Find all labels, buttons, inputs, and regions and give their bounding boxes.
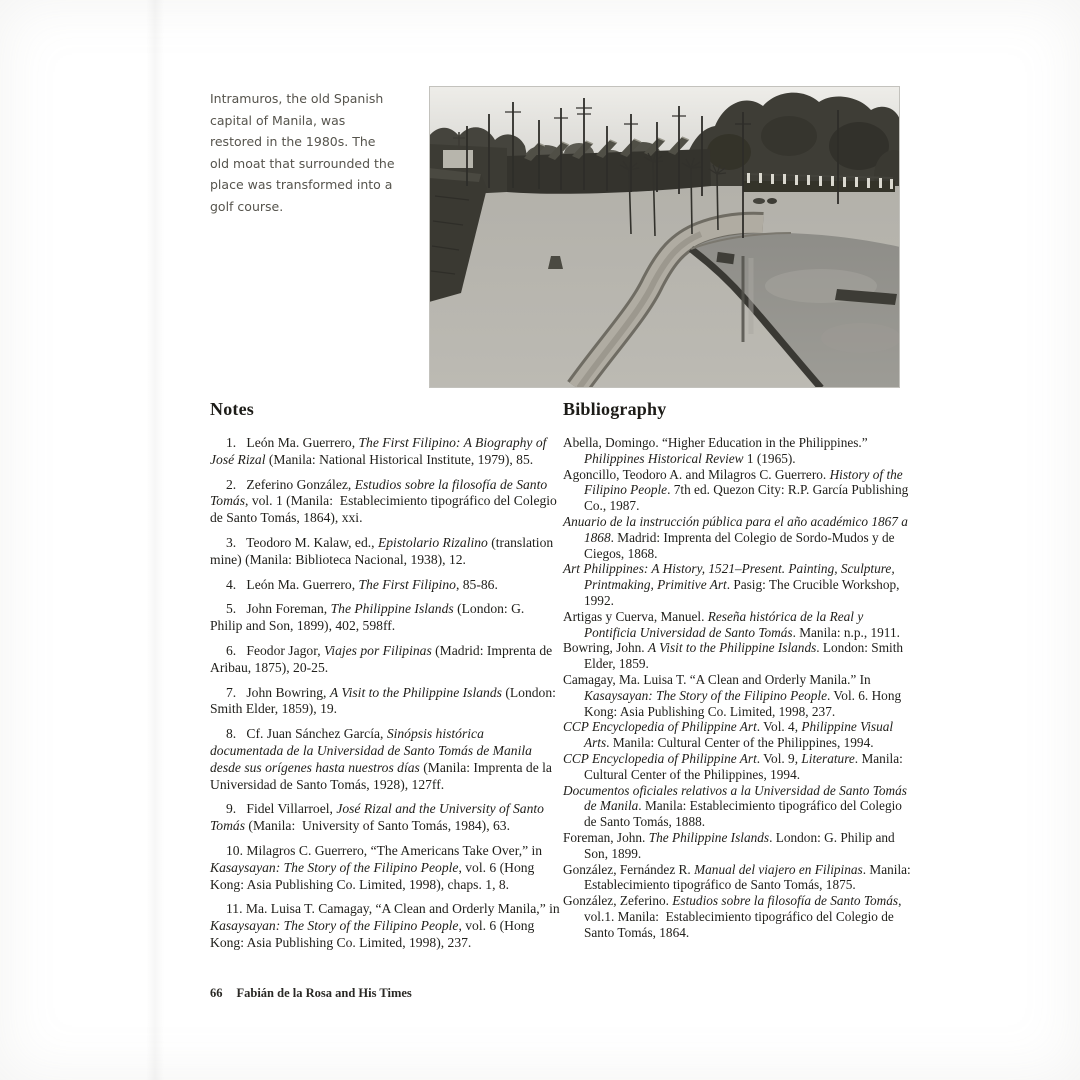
bibliography-item: CCP Encyclopedia of Philippine Art. Vol. 4, Philippine Visual Arts. Manila: Cultural Center of the Philippines, 1994. [563, 719, 897, 751]
notes-section [210, 399, 564, 960]
photo-figures [753, 198, 765, 204]
note-item: 6. Feodor Jagor, Viajes por Filipinas (Madrid: Imprenta de Aribau, 1875), 20-25. [210, 642, 555, 675]
bibliography-item: González, Zeferino. Estudios sobre la filosofía de Santo Tomás, vol.1. Manila: Establecimiento tipográfico del Colegio de Santo Tomás, 1864. [563, 893, 905, 940]
note-item: 8. Cf. Juan Sánchez García, Sinópsis histórica documentada de la Universidad de Santo Tomás de Manila desde sus orígenes hasta nuestros días (Manila: Imprenta de la Universidad de Santo Tomás, 1928), 127ff. [210, 726, 556, 792]
bibliography-item: González, Fernández R. Manual del viajero en Filipinas. Manila: Establecimiento tipográfico de Santo Tomás, 1875. [563, 861, 915, 893]
bibliography-item: Documentos oficiales relativos a la Universidad de Santo Tomás de Manila. Manila: Establecimiento tipográfico del Colegio de Santo Tomás, 1888. [563, 782, 911, 830]
note-item: 3. Teodoro M. Kalaw, ed., Epistolario Rizalino (translation mine) (Manila: Biblioteca Nacional, 1938), 12. [210, 534, 557, 567]
note-item: 5. John Foreman, The Philippine Islands (London: G. Philip and Son, 1899), 402, 598ff. [210, 601, 528, 634]
note-item: 4. León Ma. Guerrero, The First Filipino, 85-86. [226, 576, 498, 592]
notes-list [210, 435, 564, 952]
note-item: 9. Fidel Villarroel, José Rizal and the University of Santo Tomás (Manila: University of Santo Tomás, 1984), 63. [210, 801, 548, 834]
bibliography-list [563, 435, 913, 941]
note-item: 11. Ma. Luisa T. Camagay, “A Clean and Orderly Manila,” in Kasaysayan: The Story of the Filipino People, vol. 6 (Hong Kong: Asia Publishing Co. Limited, 1998), 237. [210, 901, 564, 950]
bibliography-item: Artigas y Cuerva, Manuel. Reseña histórica de la Real y Pontificia Universidad de Santo Tomás. Manila: n.p., 1911. [563, 608, 900, 640]
note-item: 7. John Bowring, A Visit to the Philippine Islands (London: Smith Elder, 1859), 19. [210, 684, 560, 717]
bibliography-item: CCP Encyclopedia of Philippine Art. Vol. 9, Literature. Manila: Cultural Center of the Philippines, 1994. [563, 750, 910, 782]
intramuros-photo-illustration [429, 86, 900, 388]
bibliography-item: Abella, Domingo. “Higher Education in the Philippines.” Philippines Historical Review 1 (1965). [563, 435, 871, 466]
note-item: 1. León Ma. Guerrero, The First Filipino: A Biography of José Rizal (Manila: National Historical Institute, 1979), 85. [210, 435, 550, 467]
book-title: Fabián de la Rosa and His Times [236, 986, 412, 1000]
notes-heading: Notes [210, 399, 254, 419]
bibliography-item: Art Philippines: A History, 1521–Present. Painting, Sculpture, Printmaking, Primitive Art. Pasig: The Crucible Workshop, 1992. [563, 561, 903, 608]
photo-caption: Intramuros, the old Spanish capital of Manila, was restored in the 1980s. The old moat that surrounded the place was transformed into a golf course. [210, 91, 395, 214]
page-number: 66 [210, 986, 223, 1000]
photo-figure [767, 198, 777, 204]
bibliography-section [563, 399, 913, 941]
bibliography-item: Bowring, John. A Visit to the Philippine Islands. London: Smith Elder, 1859. [563, 640, 907, 672]
bibliography-item: Anuario de la instrucción pública para el año académico 1867 a 1868. Madrid: Imprenta del Colegio de Sordo-Mudos y de Ciegos, 1868. [563, 513, 912, 561]
note-item: 10. Milagros C. Guerrero, “The Americans Take Over,” in Kasaysayan: The Story of the Filipino People, vol. 6 (Hong Kong: Asia Publishing Co. Limited, 1998), chaps. 1, 8. [210, 842, 546, 892]
bibliography-item: Agoncillo, Teodoro A. and Milagros C. Guerrero. History of the Filipino People. 7th ed. Quezon City: R.P. García Publishing Co., 1987. [563, 466, 912, 514]
bibliography-item: Foreman, John. The Philippine Islands. London: G. Philip and Son, 1899. [563, 829, 899, 861]
intramuros-photo [429, 86, 900, 388]
bibliography-item: Camagay, Ma. Luisa T. “A Clean and Orderly Manila.” In Kasaysayan: The Story of the Filipino People. Vol. 6. Hong Kong: Asia Publishing Co. Limited, 1998, 237. [563, 671, 905, 719]
page-gutter-shadow [146, 0, 164, 1080]
bibliography-heading: Bibliography [563, 399, 667, 419]
page-footer [210, 986, 412, 1001]
note-item: 2. Zeferino González, Estudios sobre la filosofía de Santo Tomás, vol. 1 (Manila: Establecimiento tipográfico del Colegio de Santo Tomás, 1864), xxi. [210, 476, 561, 526]
